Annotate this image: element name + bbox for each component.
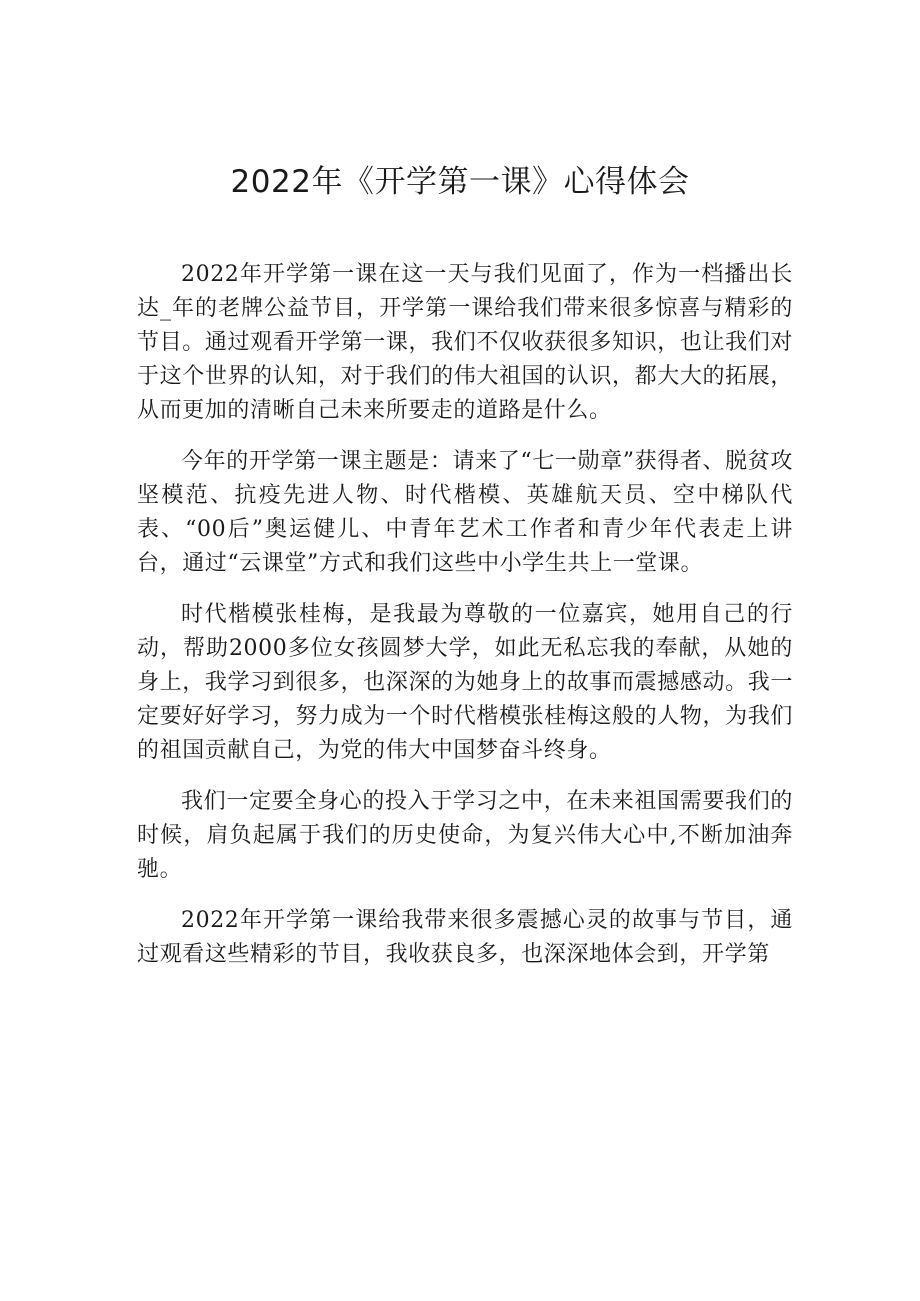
paragraph-3: 时代楷模张桂梅，是我最为尊敬的一位嘉宾，她用自己的行动，帮助2000多位女孩圆梦大学，如此无私忘我的奉献，从她的身上，我学习到很多，也深深的为她身上的故事而震撼感动。我一定要好好学习，努力成为一个时代楷模张桂梅这般的人物，为我们的祖国贡献自己，为党的伟大中国梦奋斗终身。 (137, 602, 793, 763)
document-title: 2022年《开学第一课》心得体会 (230, 164, 690, 200)
paragraph-5: 2022年开学第一课给我带来很多震撼心灵的故事与节目，通过观看这些精彩的节目，我收获良多，也深深地体会到，开学第 (137, 908, 793, 967)
paragraph-1: 2022年开学第一课在这一天与我们见面了，作为一档播出长达_年的老牌公益节目，开学第一课给我们带来很多惊喜与精彩的节目。通过观看开学第一课，我们不仅收获很多知识，也让我们对于这个世界的认知，对于我们的伟大祖国的认识，都大大的拓展，从而更加的清晰自己未来所要走的道路是什么。 (137, 262, 793, 423)
paragraph-4: 我们一定要全身心的投入于学习之中，在未来祖国需要我们的时候，肩负起属于我们的历史使命，为复兴伟大心中,不断加油奔驰。 (137, 789, 793, 882)
document-body (137, 258, 793, 989)
paragraph-2: 今年的开学第一课主题是：请来了“七一勋章”获得者、脱贫攻坚模范、抗疫先进人物、时代楷模、英雄航天员、空中梯队代表、“00后”奥运健儿、中青年艺术工作者和青少年代表走上讲台，通过“云课堂”方式和我们这些中小学生共上一堂课。 (137, 449, 793, 576)
